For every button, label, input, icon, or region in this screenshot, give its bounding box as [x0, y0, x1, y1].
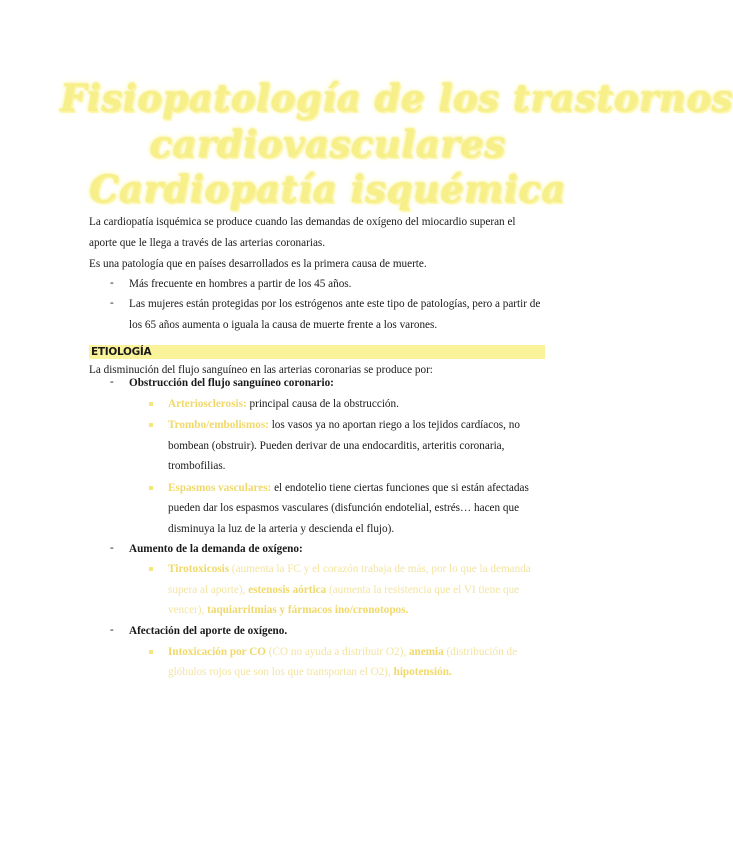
item-text: (distribución de	[443, 646, 518, 658]
item-intoxicacion-cont	[168, 665, 452, 679]
document-subtitle: Cardiopatía isquémica	[89, 167, 566, 211]
intro-line-3: Es una patología que en países desarrollados es la primera causa de muerte.	[89, 258, 427, 270]
item-espasmos-cont-1: pueden dar los espasmos vasculares (disfunción endotelial, estrés… hacen que	[168, 502, 520, 514]
item-espasmos-cont-2: disminuya la luz de la arteria y descienda el flujo).	[168, 523, 395, 535]
document-title-line-2: cardiovasculares	[149, 122, 506, 166]
subsection-aporte: Afectación del aporte de oxígeno.	[129, 625, 288, 637]
bullet-dash: -	[110, 376, 114, 388]
bullet-square-icon	[149, 567, 153, 571]
item-tirotoxicosis-cont-2	[168, 603, 408, 617]
item-text: supera al aporte),	[168, 584, 249, 596]
section-heading: ETIOLOGÍA	[91, 346, 152, 358]
bullet-dash: -	[110, 277, 114, 289]
bullet-square-icon	[149, 423, 153, 427]
item-trombo-cont-2: trombofilias.	[168, 460, 226, 472]
item-text: (aumenta la FC y el corazón trabaja de más, por lo que la demanda	[229, 563, 531, 575]
item-tirotoxicosis	[168, 562, 531, 576]
subsection-demanda: Aumento de la demanda de oxígeno:	[129, 543, 303, 555]
intro-line-1: La cardiopatía isquémica se produce cuando las demandas de oxígeno del miocardio superan el	[89, 216, 516, 228]
item-text: el endotelio tiene ciertas funciones que si están afectadas	[271, 482, 529, 494]
intro-line-2: aporte que le llega a través de las arterias coronarias.	[89, 237, 326, 249]
item-text: (aumenta la resistencia que el VI tiene que	[326, 584, 520, 596]
item-espasmos	[168, 481, 529, 495]
bullet-square-icon	[149, 486, 153, 490]
item-arteriosclerosis	[168, 397, 399, 411]
highlight-term: Tirotoxicosis	[168, 563, 230, 575]
item-tirotoxicosis-cont-1	[168, 583, 519, 597]
highlight-term: estenosis aórtica	[248, 584, 327, 596]
item-text: glóbulos rojos que son los que transportan el O2),	[168, 666, 394, 678]
section-highlight-bar	[89, 345, 545, 359]
highlight-term: Espasmos vasculares:	[168, 482, 272, 494]
highlight-term: Arteriosclerosis:	[168, 398, 247, 410]
bullet-dash: -	[110, 297, 114, 309]
item-text: (CO no ayuda a distribuir O2),	[266, 646, 409, 658]
highlight-term: Intoxicación por CO	[168, 646, 266, 658]
bullet-dash: -	[110, 542, 114, 554]
bullet-square-icon	[149, 650, 153, 654]
intro-bullet-2b: los 65 años aumenta o iguala la causa de muerte frente a los varones.	[129, 319, 438, 331]
highlight-term: anemia	[408, 646, 444, 658]
bullet-dash: -	[110, 624, 114, 636]
bullet-square-icon	[149, 402, 153, 406]
item-text: los vasos ya no aportan riego a los tejidos cardíacos, no	[268, 419, 520, 431]
highlight-term: taquiarritmias y fármacos ino/cronotopos.	[207, 604, 409, 616]
subsection-obstruccion: Obstrucción del flujo sanguíneo coronario:	[129, 377, 334, 389]
intro-bullet-2a: Las mujeres están protegidas por los estrógenos ante este tipo de patologías, pero a partir de	[129, 298, 541, 310]
etiologia-intro: La disminución del flujo sanguíneo en las arterias coronarias se produce por:	[89, 364, 433, 376]
item-trombo	[168, 418, 520, 432]
item-intoxicacion	[168, 645, 517, 659]
item-text: vencer),	[168, 604, 208, 616]
item-trombo-cont-1: bombean (obstruir). Pueden derivar de una endocarditis, arteritis coronaria,	[168, 440, 505, 452]
item-text: principal causa de la obstrucción.	[246, 398, 399, 410]
highlight-term: Trombo/embolismos:	[168, 419, 269, 431]
intro-bullet-1: Más frecuente en hombres a partir de los 45 años.	[129, 278, 352, 290]
document-title-line-1: Fisiopatología de los trastornos	[60, 76, 733, 120]
highlight-term: hipotensión.	[393, 666, 452, 678]
